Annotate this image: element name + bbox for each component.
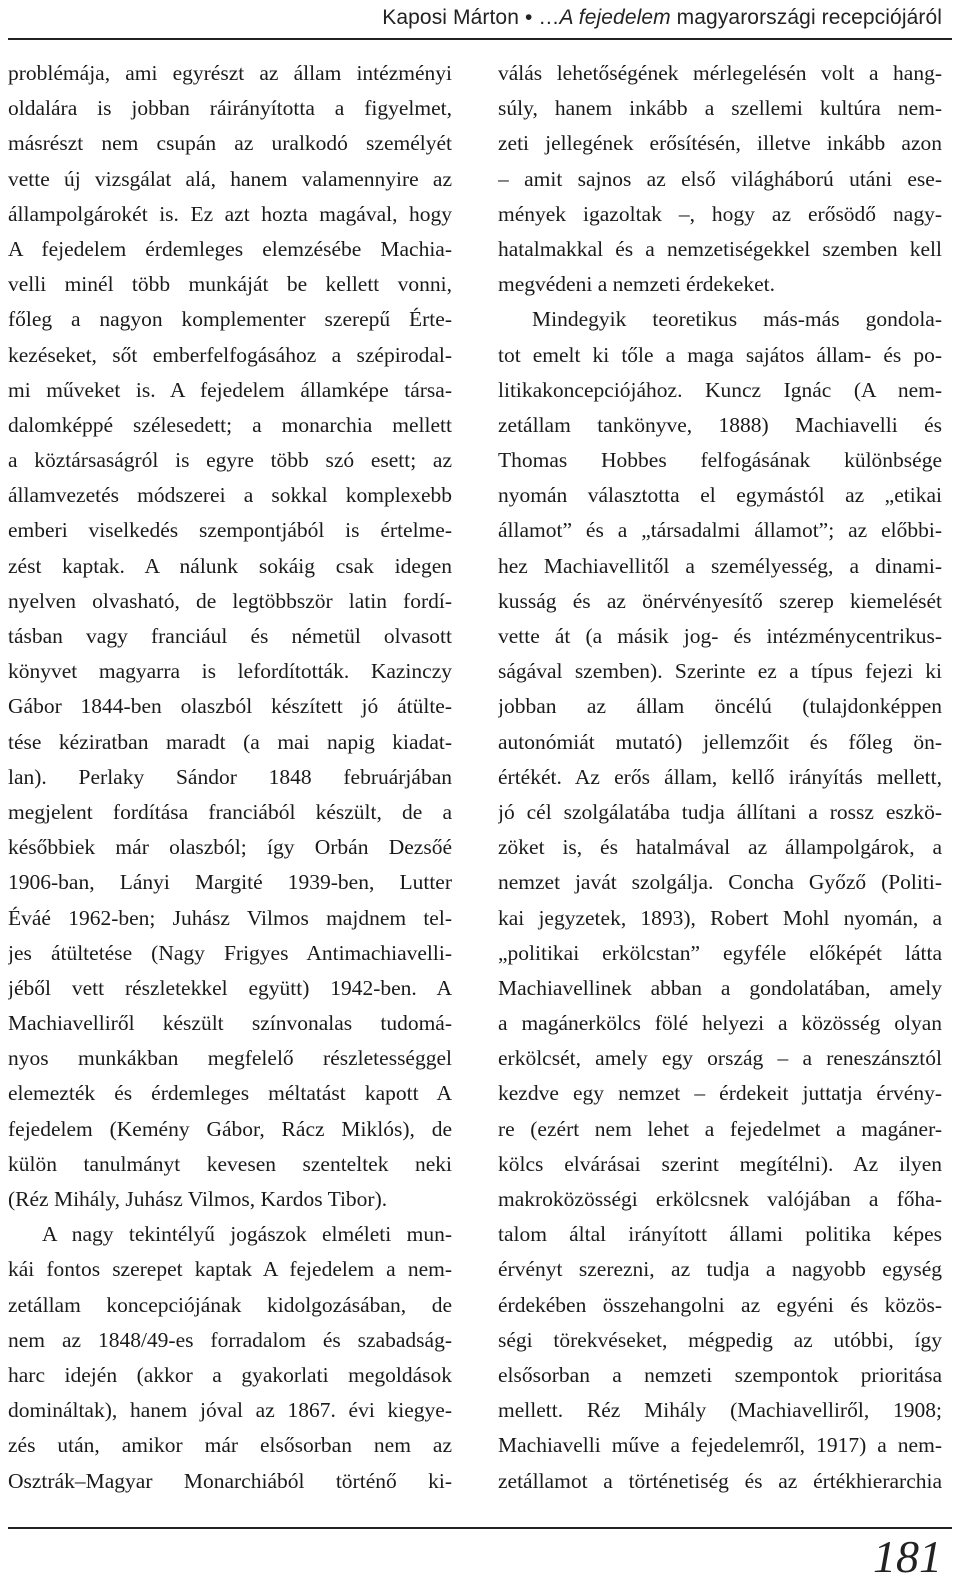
running-head-author: Kaposi Márton: [382, 6, 519, 29]
running-head: [382, 6, 942, 30]
text-line: Osztrák–Magyar Monarchiából történő ki-: [8, 1468, 452, 1493]
text-line: elemezték és érdemleges méltatást kapott A: [8, 1081, 452, 1106]
text-line: kezéseket, sőt emberfelfogásához a szépirodal-: [8, 342, 452, 367]
text-line: vette új vizsgálat alá, hanem valamennyire az: [8, 166, 452, 191]
text-line: kai jegyzetek, 1893), Robert Mohl nyomán, a: [498, 905, 942, 930]
text-line: nyelven olvasható, de legtöbbször latin fordí-: [8, 588, 452, 613]
text-line: Mindegyik teoretikus más-más gondola-: [532, 307, 942, 332]
text-line: jó cél szolgálatába tudja állítani a rossz eszkö-: [498, 799, 942, 824]
text-line: megvédeni a nemzeti érdekeket.: [498, 272, 775, 297]
text-line: külön tanulmányt kevesen szenteltek neki: [8, 1151, 452, 1176]
text-line: kölcs elvárásai szerint megítélni). Az ilyen: [498, 1151, 942, 1176]
text-line: érvényt szerezni, az tudja a nagyobb egység: [498, 1257, 942, 1282]
text-line: zeti jellegének erősítésén, illetve inkább azon: [498, 131, 942, 156]
running-head-title-rest: magyarországi recepciójáról: [670, 6, 942, 29]
text-line: autonómiát mutató) jellemzőit és főleg ön-: [498, 729, 942, 754]
text-line: ségi törekvéseket, mégpedig az utóbbi, így: [498, 1327, 942, 1352]
text-line: a köztársaságról is egyre több szó esett; az: [8, 448, 452, 473]
footer-rule: [8, 1527, 952, 1529]
text-line: emberi viselkedés szempontjából is értelme-: [8, 518, 452, 543]
text-line: lan). Perlaky Sándor 1848 februárjában: [8, 764, 452, 789]
text-line: a magánerkölcs fölé helyezi a közösség olyan: [498, 1011, 942, 1036]
right-text-column: [498, 56, 942, 1499]
text-line: érdekében összehangolni az egyéni és közös-: [498, 1292, 942, 1317]
text-line: A fejedelem érdemleges elemzésébe Machia-: [8, 236, 452, 261]
text-line: főleg a nagyon komplementer szerepű Érte-: [8, 307, 452, 332]
text-line: válás lehetőségének mérlegelésén volt a hang-: [498, 61, 942, 85]
text-line: (Réz Mihály, Juhász Vilmos, Kardos Tibor).: [8, 1187, 388, 1211]
running-head-title-prefix: …: [538, 6, 560, 29]
text-line: erkölcsét, amely egy ország – a reneszánsztól: [498, 1046, 942, 1071]
text-line: Machiavellinek abban a gondolatában, amely: [498, 975, 942, 1000]
text-line: vette át (a másik jog- és intézménycentrikus-: [498, 624, 942, 648]
running-head-separator: •: [524, 6, 533, 29]
text-line: A nagy tekintélyű jogászok elméleti mun-: [42, 1222, 452, 1247]
text-line: megjelent fordítása franciából készült, de a: [8, 799, 452, 824]
text-line: súly, hanem inkább a szellemi kultúra nem-: [498, 96, 942, 121]
text-line: ságával szemben). Szerinte ez a típus fejezi ki: [498, 659, 942, 684]
text-line: hatalmakkal és a nemzetiségekkel szemben kell: [498, 236, 942, 261]
text-line: zetállam tankönyve, 1888) Machiavelli és: [498, 412, 942, 437]
text-line: „politikai erkölcstan” egyféle előképét látta: [498, 940, 942, 965]
running-head-title-italic: A fejedelem: [559, 6, 671, 29]
text-line: jes átültetése (Nagy Frigyes Antimachiavelli-: [8, 940, 452, 965]
text-line: mi műveket is. A fejedelem államképe társa-: [8, 377, 452, 402]
text-line: 1906-ban, Lányi Margité 1939-ben, Lutter: [8, 870, 452, 895]
text-line: elsősorban a nemzeti szempontok prioritása: [498, 1362, 942, 1387]
left-text-column: [8, 56, 452, 1499]
text-line: harc idején (akkor a gyakorlati megoldások: [8, 1362, 452, 1387]
text-line: Machiavelli műve a fejedelemről, 1917) a nem-: [498, 1433, 942, 1458]
text-line: másrészt nem csupán az uralkodó személyét: [8, 131, 452, 156]
text-line: Thomas Hobbes felfogásának különbsége: [498, 448, 942, 473]
text-line: állampolgárokét is. Ez azt hozta magával, hogy: [8, 201, 452, 226]
text-line: mények igazoltak –, hogy az erősödő nagy-: [498, 201, 942, 226]
text-line: kusság és az önérvényesítő szerep kiemelését: [498, 588, 942, 613]
text-line: velli minél több munkáját be kellett vonni,: [8, 272, 452, 297]
text-line: nem az 1848/49-es forradalom és szabadság-: [8, 1327, 452, 1352]
text-line: zést kaptak. A nálunk sokáig csak idegen: [8, 553, 452, 578]
text-line: kezdve egy nemzet – érdekeit juttatja érvény-: [498, 1081, 942, 1106]
text-line: kái fontos szerepet kaptak A fejedelem a nem-: [8, 1257, 452, 1282]
text-line: fejedelem (Kemény Gábor, Rácz Miklós), de: [8, 1116, 452, 1141]
text-line: domináltak), hanem jóval az 1867. évi kiegye-: [8, 1398, 452, 1423]
text-line: Éváé 1962-ben; Juhász Vilmos majdnem tel-: [8, 905, 452, 930]
text-line: tése kéziratban maradt (a mai napig kiadat-: [8, 729, 452, 754]
text-line: nemzet javát szolgálja. Concha Győző (Politi-: [498, 870, 942, 895]
text-line: talom által irányított állami politika képes: [498, 1222, 942, 1247]
text-line: makroközösségi erkölcsnek valójában a főha-: [498, 1187, 942, 1211]
text-line: mellett. Réz Mihály (Machiavelliről, 1908;: [498, 1398, 942, 1423]
text-line: problémája, ami egyrészt az állam intézményi: [8, 61, 452, 85]
page-number: 181: [873, 1531, 942, 1582]
text-line: Machiavelliről készült színvonalas tudomá-: [8, 1011, 452, 1036]
text-line: tásban vagy franciául és németül olvasott: [8, 624, 452, 648]
text-line: könyvet magyarra is lefordították. Kazinczy: [8, 659, 452, 684]
text-line: litikakoncepciójához. Kuncz Ignác (A nem-: [498, 377, 942, 402]
text-line: nyomán választotta el egymástól az „etikai: [498, 483, 942, 508]
text-line: értékét. Az erős állam, kellő irányítás mellett,: [498, 764, 942, 789]
text-line: államvezetés módszerei a sokkal komplexebb: [8, 483, 452, 508]
text-line: zetállam koncepciójának kidolgozásában, de: [8, 1292, 452, 1317]
text-line: tot emelt ki tőle a maga sajátos állam- és po-: [498, 342, 942, 367]
text-line: re (ezért nem lehet a fejedelmet a magáner-: [498, 1116, 942, 1141]
text-line: zöket is, és hatalmával az állampolgárok, a: [498, 835, 942, 860]
text-line: oldalára is jobban ráirányította a figyelmet,: [8, 96, 452, 121]
text-line: későbbiek már olaszból; így Orbán Dezsőé: [8, 835, 452, 860]
text-line: zés után, amikor már elsősorban nem az: [8, 1433, 452, 1458]
text-line: – amit sajnos az első világháború utáni ese-: [498, 166, 942, 191]
text-line: államot” és a „társadalmi államot”; az előbbi-: [498, 518, 942, 543]
header-rule: [8, 38, 952, 40]
text-line: zetállamot a történetiség és az értékhierarchia: [498, 1468, 942, 1493]
text-line: jéből vett részletekkel együtt) 1942-ben. A: [8, 975, 452, 1000]
text-line: nyos munkákban megfelelő részletességgel: [8, 1046, 452, 1071]
text-line: Gábor 1844-ben olaszból készített jó átülte-: [8, 694, 452, 719]
text-line: dalomképpé szélesedett; a monarchia mellett: [8, 412, 452, 437]
text-line: hez Machiavellitől a személyesség, a dinami-: [498, 553, 942, 578]
text-line: jobban az állam öncélú (tulajdonképpen: [498, 694, 942, 719]
